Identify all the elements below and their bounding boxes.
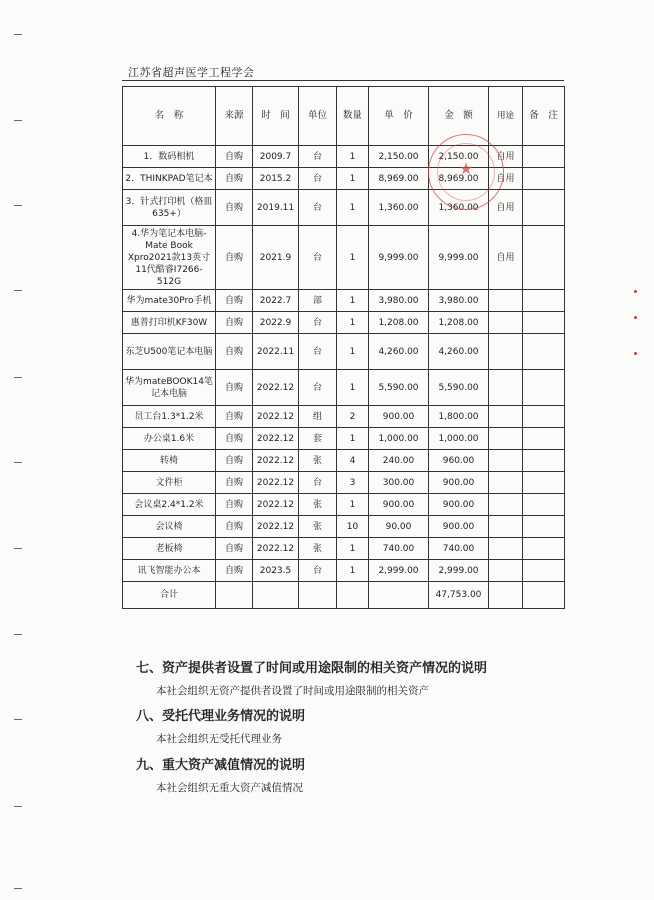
cell-note [523, 226, 565, 290]
cell-source: 自购 [216, 168, 253, 190]
cell-note [523, 312, 565, 334]
cell-name: 办公桌1.6米 [123, 428, 216, 450]
col-header-price: 单 价 [369, 87, 429, 146]
cell-note [523, 472, 565, 494]
table-row [123, 428, 565, 450]
cell-source: 自购 [216, 290, 253, 312]
cell-unit: 部 [299, 290, 337, 312]
table-row [123, 290, 565, 312]
cell-amount: 900.00 [429, 516, 489, 538]
cell-unit: 台 [299, 472, 337, 494]
cell-note [523, 538, 565, 560]
cell-date: 2022.12 [253, 370, 299, 406]
cell-unit: 台 [299, 168, 337, 190]
cell-name: 4.华为笔记本电脑-Mate Book Xpro2021款13英寸11代酷睿I7266-512G [123, 226, 216, 290]
table-total-row [123, 582, 565, 609]
cell-note [523, 494, 565, 516]
cell-unit: 张 [299, 538, 337, 560]
cell-source: 自购 [216, 406, 253, 428]
cell-use [489, 516, 523, 538]
cell-note [523, 516, 565, 538]
cell-use [489, 538, 523, 560]
section-body: 本社会组织无资产提供者设置了时间或用途限制的相关资产 [156, 685, 429, 697]
cell-qty: 1 [337, 428, 369, 450]
cell-name: 惠普打印机KF30W [123, 312, 216, 334]
cell-qty: 4 [337, 450, 369, 472]
cell-source: 自购 [216, 538, 253, 560]
section-title: 七、资产提供者设置了时间或用途限制的相关资产情况的说明 [136, 661, 488, 676]
cell-amount: 900.00 [429, 472, 489, 494]
col-header-use: 用途 [489, 87, 523, 146]
cell-source: 自购 [216, 428, 253, 450]
note-section-9 [136, 757, 556, 795]
cell-amount: 4,260.00 [429, 334, 489, 370]
cell-amount: 1,208.00 [429, 312, 489, 334]
cell-use [489, 370, 523, 406]
cell-name: 2．THINKPAD笔记本 [123, 168, 216, 190]
cell-name: 文件柜 [123, 472, 216, 494]
cell-qty: 3 [337, 472, 369, 494]
cell-price: 1,000.00 [369, 428, 429, 450]
cell-use: 自用 [489, 146, 523, 168]
cell-name: 会议桌2.4*1.2米 [123, 494, 216, 516]
cell-amount: 740.00 [429, 538, 489, 560]
cell-use [489, 428, 523, 450]
cell-source: 自购 [216, 472, 253, 494]
cell-use: 自用 [489, 226, 523, 290]
col-header-amount: 金 额 [429, 87, 489, 146]
cell-amount: 3,980.00 [429, 290, 489, 312]
cell-amount: 9,999.00 [429, 226, 489, 290]
cell-name: 东芝U500笔记本电脑 [123, 334, 216, 370]
cell-name: 转椅 [123, 450, 216, 472]
cell-unit: 台 [299, 334, 337, 370]
cell-date: 2019.11 [253, 190, 299, 226]
cell-note [523, 146, 565, 168]
cell-price: 900.00 [369, 406, 429, 428]
cell-source: 自购 [216, 190, 253, 226]
cell-note [523, 406, 565, 428]
cell-price: 300.00 [369, 472, 429, 494]
col-header-note: 备 注 [523, 87, 565, 146]
cell-note [523, 560, 565, 582]
cell-date: 2022.12 [253, 450, 299, 472]
red-edge-mark [634, 290, 637, 293]
cell-use [489, 290, 523, 312]
cell-note [523, 290, 565, 312]
cell-unit: 台 [299, 370, 337, 406]
cell-use [489, 450, 523, 472]
table-row [123, 370, 565, 406]
cell-unit: 台 [299, 312, 337, 334]
cell-use [489, 406, 523, 428]
cell-date: 2022.9 [253, 312, 299, 334]
cell-amount: 8,969.00 [429, 168, 489, 190]
org-header: 江苏省超声医学工程学会 [128, 66, 255, 79]
cell-qty: 2 [337, 406, 369, 428]
table-row [123, 516, 565, 538]
cell-date: 2022.11 [253, 334, 299, 370]
cell-note [523, 450, 565, 472]
table-row [123, 450, 565, 472]
cell-qty: 1 [337, 560, 369, 582]
cell-unit: 套 [299, 428, 337, 450]
seal-star-icon: ★ [458, 159, 474, 178]
cell-price: 240.00 [369, 450, 429, 472]
cell-amount: 1,800.00 [429, 406, 489, 428]
cell-date: 2022.7 [253, 290, 299, 312]
cell-qty: 1 [337, 370, 369, 406]
table-header-row [123, 87, 565, 146]
cell-source: 自购 [216, 312, 253, 334]
cell-price: 90.00 [369, 516, 429, 538]
cell-price: 5,590.00 [369, 370, 429, 406]
col-header-unit: 单位 [299, 87, 337, 146]
cell-name: 员工台1.3*1.2米 [123, 406, 216, 428]
cell-price: 8,969.00 [369, 168, 429, 190]
cell-source: 自购 [216, 334, 253, 370]
cell-price: 2,150.00 [369, 146, 429, 168]
col-header-qty: 数量 [337, 87, 369, 146]
cell-amount: 2,999.00 [429, 560, 489, 582]
cell-source: 自购 [216, 146, 253, 168]
total-amount: 47,753.00 [429, 582, 489, 609]
cell-name: 3．针式打印机（格皿635+） [123, 190, 216, 226]
cell-amount: 960.00 [429, 450, 489, 472]
cell-use [489, 472, 523, 494]
cell-price: 9,999.00 [369, 226, 429, 290]
section-title: 八、受托代理业务情况的说明 [136, 709, 306, 724]
cell-date: 2015.2 [253, 168, 299, 190]
cell-name: 讯飞智能办公本 [123, 560, 216, 582]
col-header-name: 名 称 [123, 87, 216, 146]
cell-name: 会议椅 [123, 516, 216, 538]
cell-qty: 1 [337, 226, 369, 290]
total-label: 合计 [123, 582, 216, 609]
cell-qty: 1 [337, 494, 369, 516]
table-row [123, 560, 565, 582]
cell-unit: 组 [299, 406, 337, 428]
section-body: 本社会组织无重大资产减值情况 [156, 782, 303, 794]
note-section-8 [136, 708, 556, 746]
cell-date: 2009.7 [253, 146, 299, 168]
cell-amount: 2,150.00 [429, 146, 489, 168]
red-edge-mark [634, 352, 637, 355]
cell-source: 自购 [216, 450, 253, 472]
cell-price: 3,980.00 [369, 290, 429, 312]
table-row [123, 226, 565, 290]
table-row [123, 334, 565, 370]
cell-note [523, 334, 565, 370]
table-row [123, 494, 565, 516]
cell-qty: 1 [337, 146, 369, 168]
cell-name: 华为mate30Pro手机 [123, 290, 216, 312]
cell-use: 自用 [489, 190, 523, 226]
cell-unit: 张 [299, 494, 337, 516]
cell-name: 老板椅 [123, 538, 216, 560]
cell-use [489, 560, 523, 582]
section-title: 九、重大资产减值情况的说明 [136, 758, 306, 773]
cell-date: 2022.12 [253, 494, 299, 516]
cell-use: 自用 [489, 168, 523, 190]
cell-qty: 10 [337, 516, 369, 538]
cell-qty: 1 [337, 190, 369, 226]
cell-date: 2022.12 [253, 538, 299, 560]
section-body: 本社会组织无受托代理业务 [156, 733, 282, 745]
cell-unit: 台 [299, 226, 337, 290]
cell-price: 740.00 [369, 538, 429, 560]
cell-unit: 台 [299, 146, 337, 168]
note-section-7 [136, 660, 556, 698]
cell-note [523, 168, 565, 190]
cell-price: 1,208.00 [369, 312, 429, 334]
cell-note [523, 370, 565, 406]
cell-date: 2022.12 [253, 516, 299, 538]
cell-source: 自购 [216, 560, 253, 582]
cell-source: 自购 [216, 370, 253, 406]
cell-use [489, 494, 523, 516]
cell-note [523, 190, 565, 226]
table-row [123, 190, 565, 226]
cell-date: 2021.9 [253, 226, 299, 290]
cell-qty: 1 [337, 334, 369, 370]
cell-date: 2022.12 [253, 472, 299, 494]
cell-note [523, 428, 565, 450]
header-rule [122, 80, 564, 81]
table-row [123, 472, 565, 494]
cell-source: 自购 [216, 226, 253, 290]
col-header-date: 时 间 [253, 87, 299, 146]
cell-unit: 台 [299, 560, 337, 582]
binding-margin-marks [14, 0, 24, 900]
cell-qty: 1 [337, 290, 369, 312]
cell-amount: 1,360.00 [429, 190, 489, 226]
cell-amount: 900.00 [429, 494, 489, 516]
cell-name: 华为mateBOOK14笔记本电脑 [123, 370, 216, 406]
table-row [123, 538, 565, 560]
cell-use [489, 312, 523, 334]
cell-use [489, 334, 523, 370]
cell-unit: 张 [299, 450, 337, 472]
col-header-source: 来源 [216, 87, 253, 146]
cell-price: 4,260.00 [369, 334, 429, 370]
table-row [123, 312, 565, 334]
red-edge-mark [634, 316, 637, 319]
table-row [123, 406, 565, 428]
cell-qty: 1 [337, 312, 369, 334]
cell-date: 2022.12 [253, 406, 299, 428]
cell-source: 自购 [216, 516, 253, 538]
cell-date: 2023.5 [253, 560, 299, 582]
cell-qty: 1 [337, 538, 369, 560]
cell-unit: 张 [299, 516, 337, 538]
cell-price: 900.00 [369, 494, 429, 516]
cell-source: 自购 [216, 494, 253, 516]
cell-date: 2022.12 [253, 428, 299, 450]
cell-name: 1．数码相机 [123, 146, 216, 168]
cell-qty: 1 [337, 168, 369, 190]
cell-price: 1,360.00 [369, 190, 429, 226]
cell-price: 2,999.00 [369, 560, 429, 582]
cell-amount: 1,000.00 [429, 428, 489, 450]
official-seal [428, 134, 504, 210]
cell-amount: 5,590.00 [429, 370, 489, 406]
cell-unit: 台 [299, 190, 337, 226]
